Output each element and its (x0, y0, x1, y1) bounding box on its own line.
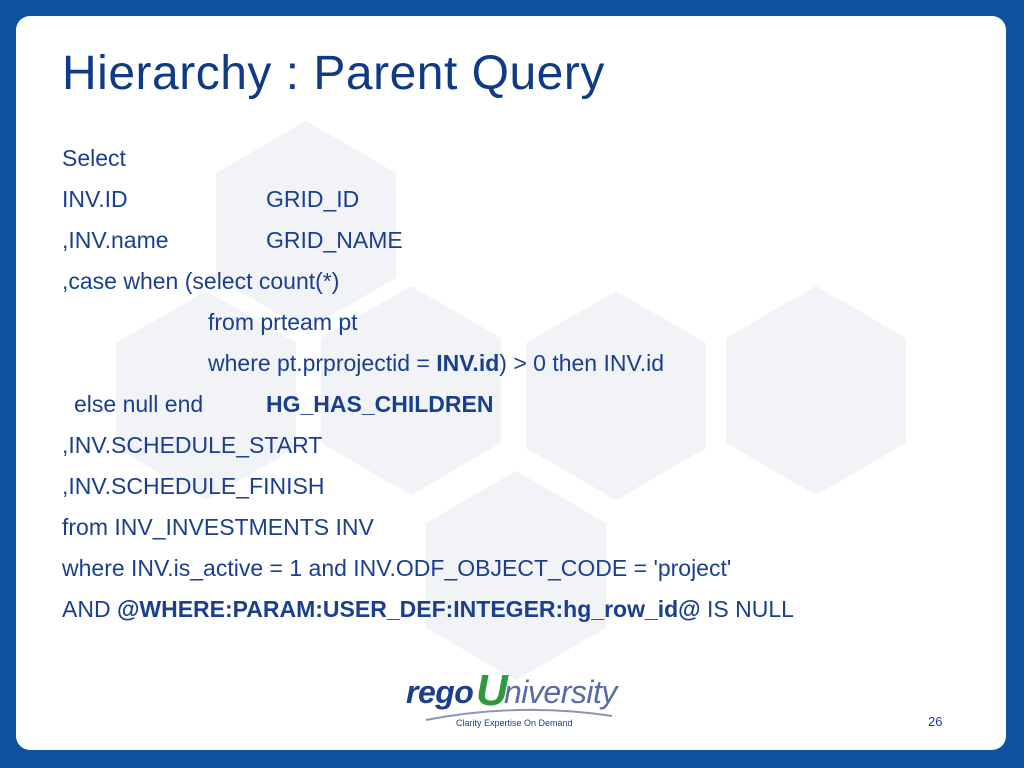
code-text (208, 343, 664, 384)
code-text: INV.ID (62, 186, 128, 212)
code-line (62, 261, 340, 302)
code-text-part: ) > 0 then INV.id (499, 350, 664, 376)
code-text: where INV.is_active = 1 and INV.ODF_OBJECT_CODE = 'project' (62, 555, 732, 581)
code-text: else null end (74, 391, 204, 417)
hexagon-shape (726, 286, 906, 495)
code-line (62, 548, 732, 589)
code-line (62, 466, 325, 507)
code-line (62, 425, 323, 466)
code-line (62, 179, 360, 220)
code-text: from prteam pt (208, 309, 358, 335)
code-text: ,case when (select count(*) (62, 268, 340, 294)
rego-university-logo (404, 666, 634, 734)
code-text-part: AND (62, 596, 117, 622)
slide (16, 16, 1006, 750)
code-alias: GRID_NAME (266, 227, 403, 253)
code-text-part: IS NULL (700, 596, 794, 622)
code-bold-alias: HG_HAS_CHILDREN (266, 391, 494, 417)
code-line (62, 302, 358, 343)
code-text-part: where pt.prprojectid = (208, 350, 437, 376)
code-text: from INV_INVESTMENTS INV (62, 514, 374, 540)
code-text: ,INV.SCHEDULE_START (62, 432, 323, 458)
code-text: ,INV.name (62, 227, 169, 253)
sql-code-block (62, 138, 794, 630)
code-text (62, 589, 794, 630)
code-line (62, 589, 794, 630)
logo-tagline: Clarity Expertise On Demand (456, 718, 573, 728)
page-number: 26 (928, 714, 943, 729)
logo-rego-text: rego (406, 674, 474, 710)
code-line (62, 384, 494, 425)
code-line (62, 138, 126, 179)
code-text: Select (62, 145, 126, 171)
code-line (62, 220, 403, 261)
code-text: ,INV.SCHEDULE_FINISH (62, 473, 325, 499)
code-line (62, 343, 664, 384)
hexagon-shape (526, 291, 706, 500)
code-bold-text: INV.id (436, 350, 500, 376)
logo-u-letter: U (476, 666, 508, 715)
code-line (62, 507, 374, 548)
logo-university-text: niversity (504, 674, 617, 710)
code-bold-text: @WHERE:PARAM:USER_DEF:INTEGER:hg_row_id@ (116, 596, 701, 622)
code-alias: GRID_ID (266, 186, 360, 212)
slide-title: Hierarchy : Parent Query (62, 47, 605, 100)
